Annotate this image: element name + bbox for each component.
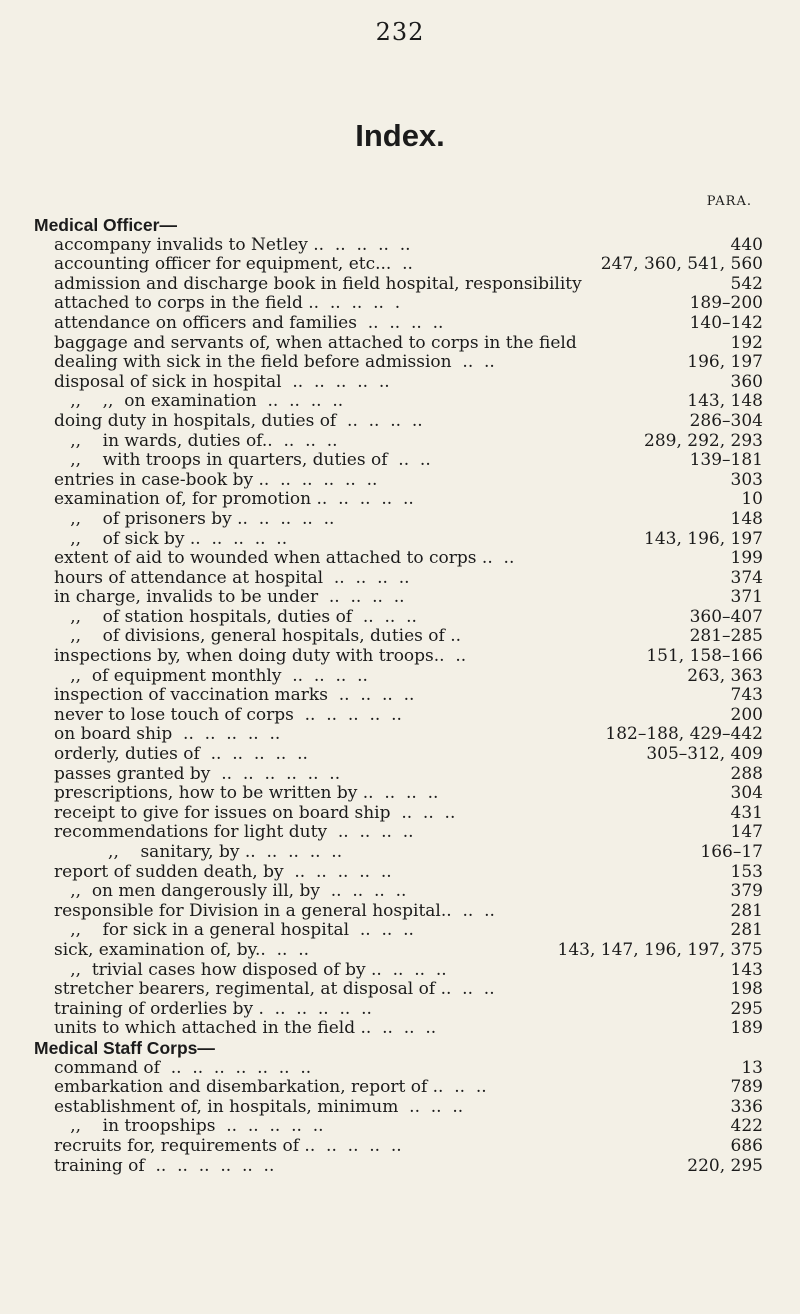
section-heading — [0, 216, 800, 236]
index-entry — [0, 432, 800, 452]
index-list — [0, 216, 800, 1176]
entry-text: ,, trivial cases how disposed of by .. .. .. .. — [54, 959, 447, 980]
entry-text: disposal of sick in hospital .. .. .. .. .. — [54, 371, 390, 392]
index-entry — [0, 353, 800, 373]
entry-reference: 189 — [730, 1018, 763, 1039]
index-entry — [0, 588, 800, 608]
entry-reference: 431 — [730, 802, 763, 823]
index-entry — [0, 1000, 800, 1020]
index-entry — [0, 882, 800, 902]
entry-reference: 440 — [730, 234, 763, 255]
index-entry — [0, 686, 800, 706]
index-entry — [0, 627, 800, 647]
entry-text: inspection of vaccination marks .. .. .. .. — [54, 685, 415, 706]
entry-text: admission and discharge book in field hospital, responsibility — [54, 273, 582, 294]
index-entry — [0, 490, 800, 510]
entry-text: attached to corps in the field .. .. .. .. . — [54, 293, 401, 314]
index-entry — [0, 314, 800, 334]
entry-reference: 686 — [730, 1135, 763, 1156]
entry-text: on board ship .. .. .. .. .. — [54, 724, 281, 745]
entry-text: in charge, invalids to be under .. .. .. .. — [54, 587, 405, 608]
index-entry — [0, 1157, 800, 1177]
index-entry — [0, 745, 800, 765]
entry-text: units to which attached in the field .. .. .. .. — [54, 1018, 437, 1039]
index-entry — [0, 980, 800, 1000]
entry-reference: 360 — [730, 371, 763, 392]
entry-text: sick, examination of, by.. .. .. — [54, 939, 310, 960]
entry-text: ,, of station hospitals, duties of .. .. .. — [54, 606, 417, 627]
entry-text: doing duty in hospitals, duties of .. .. .. .. — [54, 410, 423, 431]
entry-text: ,, of sick by .. .. .. .. .. — [54, 528, 288, 549]
entry-text: ,, of divisions, general hospitals, duties of .. — [54, 626, 462, 647]
entry-text: ,, sanitary, by .. .. .. .. .. — [54, 842, 343, 862]
para-column-label: PARA. — [706, 194, 752, 209]
entry-reference: 289, 292, 293 — [644, 430, 763, 451]
entry-reference: 374 — [730, 567, 763, 588]
index-entry — [0, 451, 800, 471]
entry-reference: 192 — [730, 332, 763, 353]
index-entry — [0, 530, 800, 550]
entry-text: establishment of, in hospitals, minimum .. .. .. — [54, 1096, 464, 1117]
entry-text: ,, in troopships .. .. .. .. .. — [54, 1116, 324, 1137]
entry-text: ,, of prisoners by .. .. .. .. .. — [54, 508, 335, 529]
index-entry — [0, 275, 800, 295]
index-entry — [0, 725, 800, 745]
entry-text: orderly, duties of .. .. .. .. .. — [54, 744, 308, 765]
entry-reference: 199 — [730, 548, 763, 569]
entry-text: ,, on men dangerously ill, by .. .. .. .. — [54, 881, 407, 902]
entry-reference: 263, 363 — [687, 665, 763, 686]
entry-text: accompany invalids to Netley .. .. .. .. .. — [54, 234, 411, 255]
index-entry — [0, 608, 800, 628]
entry-reference: 422 — [730, 1116, 763, 1137]
entry-text: hours of attendance at hospital .. .. .. .. — [54, 567, 410, 588]
entry-text: examination of, for promotion .. .. .. .. .. — [54, 489, 414, 510]
entry-reference: 303 — [730, 469, 763, 490]
index-entry — [0, 863, 800, 883]
entry-text: baggage and servants of, when attached to corps in the field — [54, 332, 577, 353]
entry-reference: 139–181 — [689, 450, 763, 471]
entry-text: responsible for Division in a general hospital.. .. .. — [54, 900, 495, 921]
index-entry — [0, 706, 800, 726]
entry-reference: 148 — [730, 508, 763, 529]
entry-reference: 743 — [730, 685, 763, 706]
entry-reference: 153 — [730, 861, 763, 882]
entry-text: embarkation and disembarkation, report of .. .. .. — [54, 1077, 487, 1098]
entry-text: accounting officer for equipment, etc... .. — [54, 254, 413, 275]
entry-text: ,, ,, on examination .. .. .. .. — [54, 391, 344, 412]
entry-reference: 220, 295 — [687, 1155, 763, 1176]
entry-reference: 379 — [730, 881, 763, 902]
entry-reference: 198 — [730, 979, 763, 1000]
index-entry — [0, 823, 800, 843]
entry-text: receipt to give for issues on board ship .. .. .. — [54, 802, 456, 823]
entry-text: recommendations for light duty .. .. .. .. — [54, 822, 414, 843]
entry-text: prescriptions, how to be written by .. .. .. .. — [54, 783, 439, 804]
index-entry — [0, 647, 800, 667]
entry-reference: 151, 158–166 — [646, 646, 763, 667]
entry-reference: 295 — [730, 998, 763, 1019]
entry-reference: 286–304 — [689, 410, 763, 431]
index-entry — [0, 392, 800, 412]
entry-text: report of sudden death, by .. .. .. .. .. — [54, 861, 392, 882]
index-entry — [0, 412, 800, 432]
index-entry — [0, 961, 800, 981]
entry-reference: 371 — [730, 587, 763, 608]
entry-reference: 281–285 — [689, 626, 763, 647]
entry-text: passes granted by .. .. .. .. .. .. — [54, 763, 341, 784]
index-entry — [0, 667, 800, 687]
entry-text: ,, of equipment monthly .. .. .. .. — [54, 665, 368, 686]
entry-reference: 336 — [730, 1096, 763, 1117]
index-entry — [0, 941, 800, 961]
index-entry — [0, 373, 800, 393]
entry-text: attendance on officers and families .. .. .. .. — [54, 312, 444, 333]
page-title: Index. — [355, 118, 445, 153]
section-heading-text: Medical Staff Corps— — [34, 1037, 215, 1058]
entry-text: ,, with troops in quarters, duties of .. .. — [54, 450, 431, 471]
index-entry — [0, 471, 800, 491]
index-entry — [0, 1098, 800, 1118]
index-entry — [0, 804, 800, 824]
entry-reference: 542 — [730, 273, 763, 294]
index-entry — [0, 334, 800, 354]
entry-reference: 182–188, 429–442 — [605, 724, 763, 745]
entry-reference: 304 — [730, 783, 763, 804]
index-entry — [0, 1137, 800, 1157]
entry-text: ,, in wards, duties of.. .. .. .. — [54, 430, 338, 451]
entry-reference: 789 — [730, 1077, 763, 1098]
index-entry — [0, 902, 800, 922]
entry-reference: 196, 197 — [687, 352, 763, 373]
index-entry — [0, 1078, 800, 1098]
index-entry — [0, 294, 800, 314]
index-entry — [0, 921, 800, 941]
entry-reference: 143, 147, 196, 197, 375 — [557, 939, 763, 960]
entry-text: command of .. .. .. .. .. .. .. — [54, 1057, 312, 1078]
entry-reference: 13 — [741, 1057, 763, 1078]
index-entry — [0, 510, 800, 530]
entry-text: entries in case-book by .. .. .. .. .. .. — [54, 469, 378, 490]
entry-text: training of .. .. .. .. .. .. — [54, 1155, 275, 1176]
entry-text: inspections by, when doing duty with troops.. .. — [54, 646, 467, 667]
index-entry — [0, 1059, 800, 1079]
page-number: 232 — [375, 18, 425, 46]
index-entry — [0, 784, 800, 804]
entry-text: recruits for, requirements of .. .. .. .. .. — [54, 1135, 402, 1156]
entry-reference: 147 — [730, 822, 763, 843]
entry-text: stretcher bearers, regimental, at disposal of .. .. .. — [54, 979, 495, 1000]
entry-reference: 200 — [730, 704, 763, 725]
index-entry — [0, 236, 800, 256]
index-entry — [0, 765, 800, 785]
index-entry — [0, 1019, 800, 1039]
index-entry — [0, 549, 800, 569]
section-heading — [0, 1039, 800, 1059]
entry-reference: 166–17 — [700, 842, 763, 862]
index-entry — [0, 843, 800, 863]
entry-reference: 143 — [730, 959, 763, 980]
entry-text: extent of aid to wounded when attached to corps .. .. — [54, 548, 515, 569]
entry-text: never to lose touch of corps .. .. .. .. .. — [54, 704, 402, 725]
entry-reference: 288 — [730, 763, 763, 784]
entry-reference: 281 — [730, 900, 763, 921]
entry-reference: 140–142 — [689, 312, 763, 333]
entry-text: ,, for sick in a general hospital .. .. .. — [54, 920, 414, 941]
entry-reference: 10 — [741, 489, 763, 510]
index-entry — [0, 569, 800, 589]
section-heading-text: Medical Officer— — [34, 215, 177, 235]
index-entry — [0, 255, 800, 275]
entry-text: dealing with sick in the field before admission .. .. — [54, 352, 495, 373]
entry-reference: 143, 196, 197 — [644, 528, 763, 549]
entry-reference: 189–200 — [689, 293, 763, 314]
entry-reference: 281 — [730, 920, 763, 941]
entry-text: training of orderlies by . .. .. .. .. .. — [54, 998, 372, 1019]
entry-reference: 247, 360, 541, 560 — [600, 254, 763, 275]
entry-reference: 305–312, 409 — [646, 744, 763, 765]
entry-reference: 360–407 — [689, 606, 763, 627]
index-entry — [0, 1117, 800, 1137]
entry-reference: 143, 148 — [687, 391, 763, 412]
